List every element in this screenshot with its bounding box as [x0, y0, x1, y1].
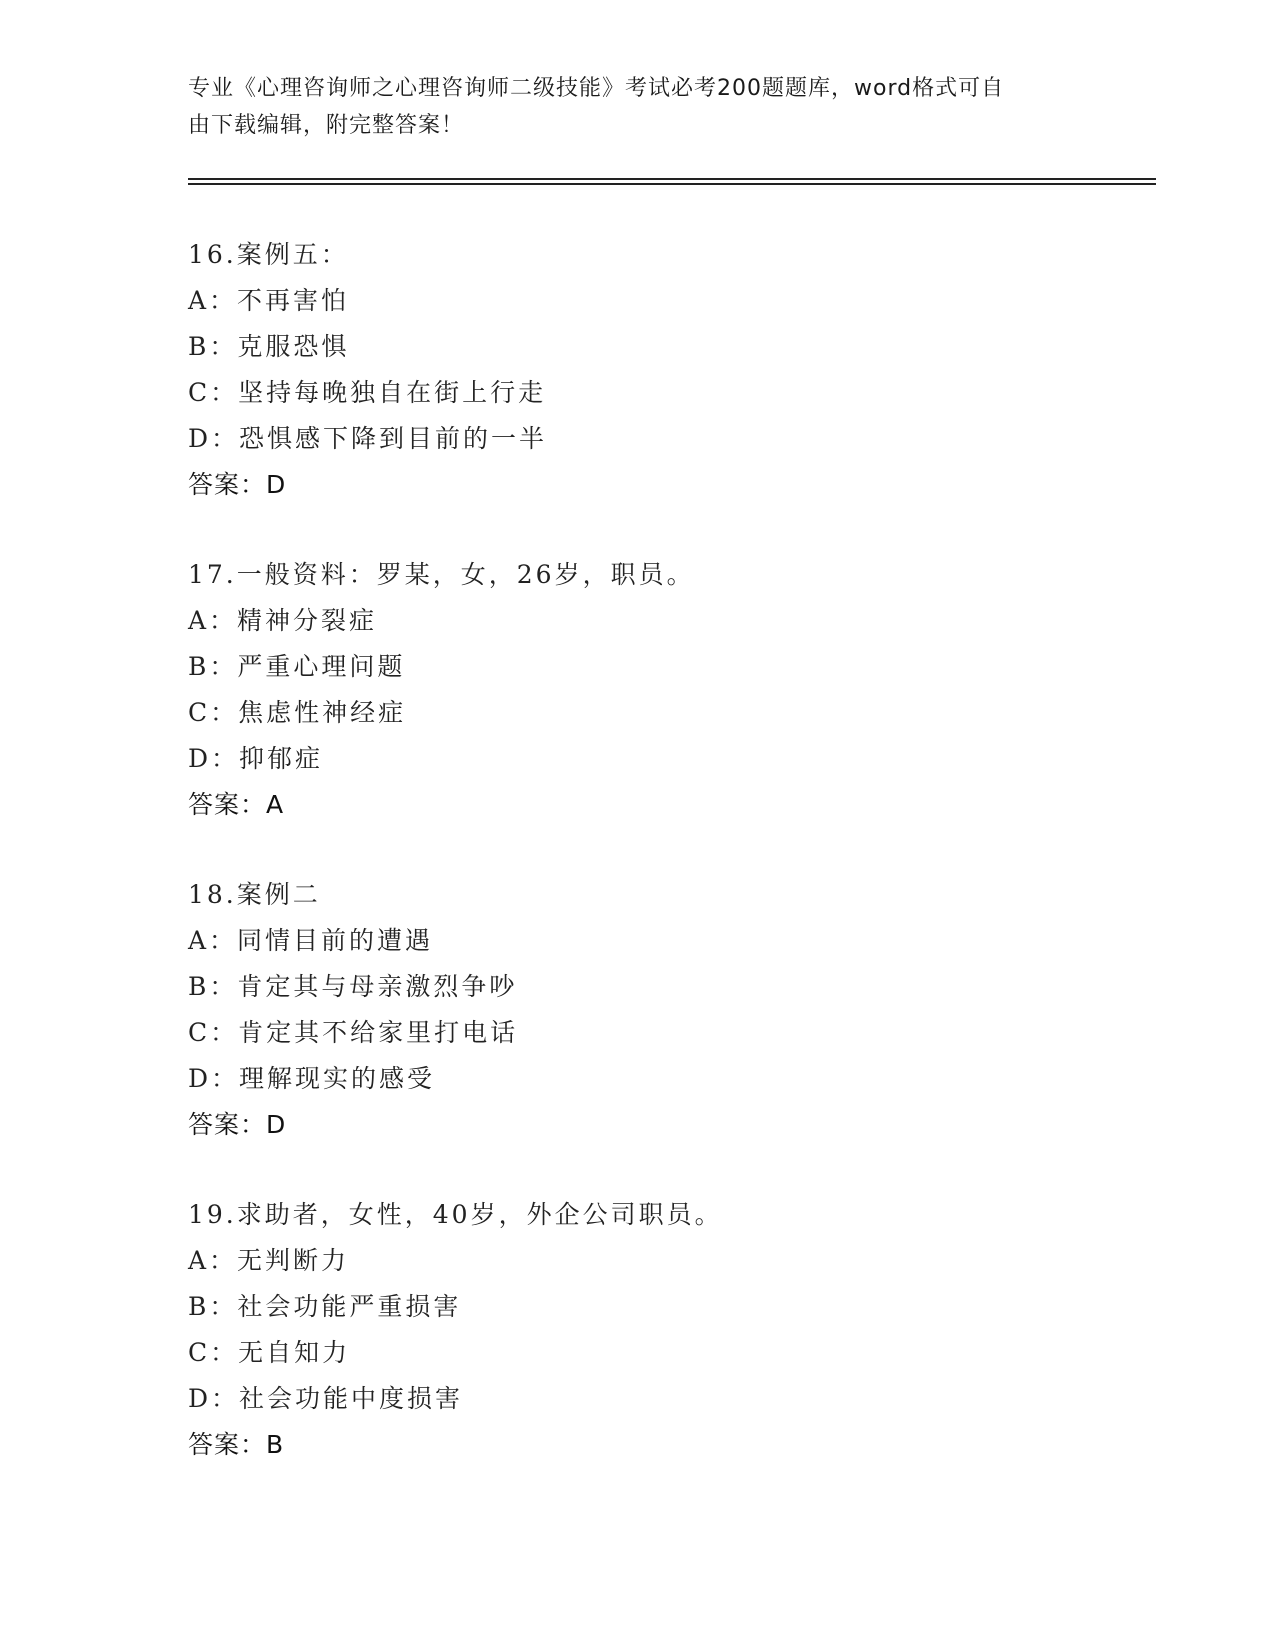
option-d: D：理解现实的感受	[188, 1064, 436, 1093]
document-header	[188, 70, 1068, 144]
question-18	[188, 872, 1148, 1148]
option-c: C：坚持每晚独自在街上行走	[188, 378, 547, 407]
option-a: A：精神分裂症	[188, 606, 378, 635]
option-b: B：严重心理问题	[188, 652, 406, 681]
option-c: C：无自知力	[188, 1338, 351, 1367]
option-a: A：无判断力	[188, 1246, 350, 1275]
question-stem: 17.一般资料：罗某，女，26岁，职员。	[188, 560, 695, 589]
option-b: B：肯定其与母亲激烈争吵	[188, 972, 518, 1001]
header-divider-top	[188, 178, 1156, 180]
option-d: D：社会功能中度损害	[188, 1384, 464, 1413]
option-d: D：抑郁症	[188, 744, 324, 773]
question-19	[188, 1192, 1148, 1468]
option-c: C：肯定其不给家里打电话	[188, 1018, 519, 1047]
question-17	[188, 552, 1148, 828]
header-line-2: 由下载编辑，附完整答案！	[188, 113, 465, 138]
answer: 答案：A	[188, 790, 285, 819]
header-divider-bottom	[188, 183, 1156, 185]
option-b: B：社会功能严重损害	[188, 1292, 462, 1321]
answer: 答案：B	[188, 1430, 285, 1459]
option-a: A：不再害怕	[188, 286, 350, 315]
question-stem: 19.求助者，女性，40岁，外企公司职员。	[188, 1200, 723, 1229]
answer: 答案：D	[188, 1110, 287, 1139]
question-stem: 18.案例二	[188, 880, 321, 909]
question-stem: 16.案例五：	[188, 240, 349, 269]
option-d: D：恐惧感下降到目前的一半	[188, 424, 548, 453]
question-list	[188, 232, 1148, 1512]
answer: 答案：D	[188, 470, 287, 499]
option-c: C：焦虑性神经症	[188, 698, 407, 727]
header-line-1: 专业《心理咨询师之心理咨询师二级技能》考试必考200题题库，word格式可自	[188, 76, 1005, 101]
option-b: B：克服恐惧	[188, 332, 350, 361]
question-16	[188, 232, 1148, 508]
option-a: A：同情目前的遭遇	[188, 926, 434, 955]
